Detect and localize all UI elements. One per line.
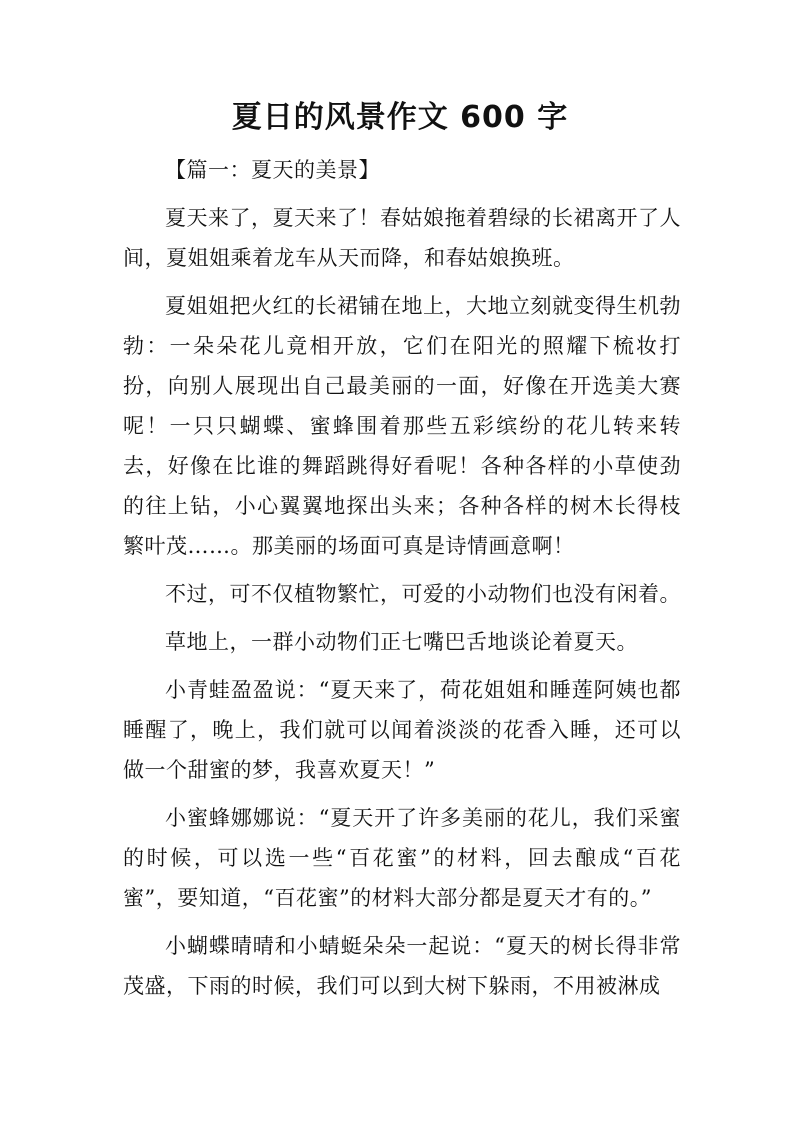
paragraph: 夏天来了，夏天来了！春姑娘拖着碧绿的长裙离开了人间，夏姐姐乘着龙车从天而降，和春姑娘换班。 [123,206,681,270]
paragraph: 草地上，一群小动物们正七嘴巴舌地谈论着夏天。 [165,630,638,654]
document-body [123,150,681,1014]
section-heading: 【篇一：夏天的美景】 [165,158,380,182]
paragraph: 小青蛙盈盈说：“夏天来了，荷花姐姐和睡莲阿姨也都睡醒了，晚上，我们就可以闻着淡淡的花香入睡，还可以做一个甜蜜的梦，我喜欢夏天！” [123,678,681,782]
paragraph: 夏姐姐把火红的长裙铺在地上，大地立刻就变得生机勃勃：一朵朵花儿竟相开放，它们在阳光的照耀下梳妆打扮，向别人展现出自己最美丽的一面，好像在开选美大赛呢！一只只蝴蝶、蜜蜂围着那些五彩缤纷的花儿转来转去，好像在比谁的舞蹈跳得好看呢！各种各样的小草使劲的往上钻，小心翼翼地探出头来；各种各样的树木长得枝繁叶茂……。那美丽的场面可真是诗情画意啊！ [123,294,681,558]
paragraph: 小蝴蝶晴晴和小蜻蜓朵朵一起说：“夏天的树长得非常茂盛，下雨的时候，我们可以到大树下躲雨，不用被淋成 [123,934,681,998]
document-title: 夏日的风景作文 600 字 [231,100,569,135]
paragraph: 小蜜蜂娜娜说：“夏天开了许多美丽的花儿，我们采蜜的时候，可以选一些“百花蜜”的材料，回去酿成“百花蜜”，要知道，“百花蜜”的材料大部分都是夏天才有的。” [123,806,681,910]
paragraph: 不过，可不仅植物繁忙，可爱的小动物们也没有闲着。 [165,582,681,606]
